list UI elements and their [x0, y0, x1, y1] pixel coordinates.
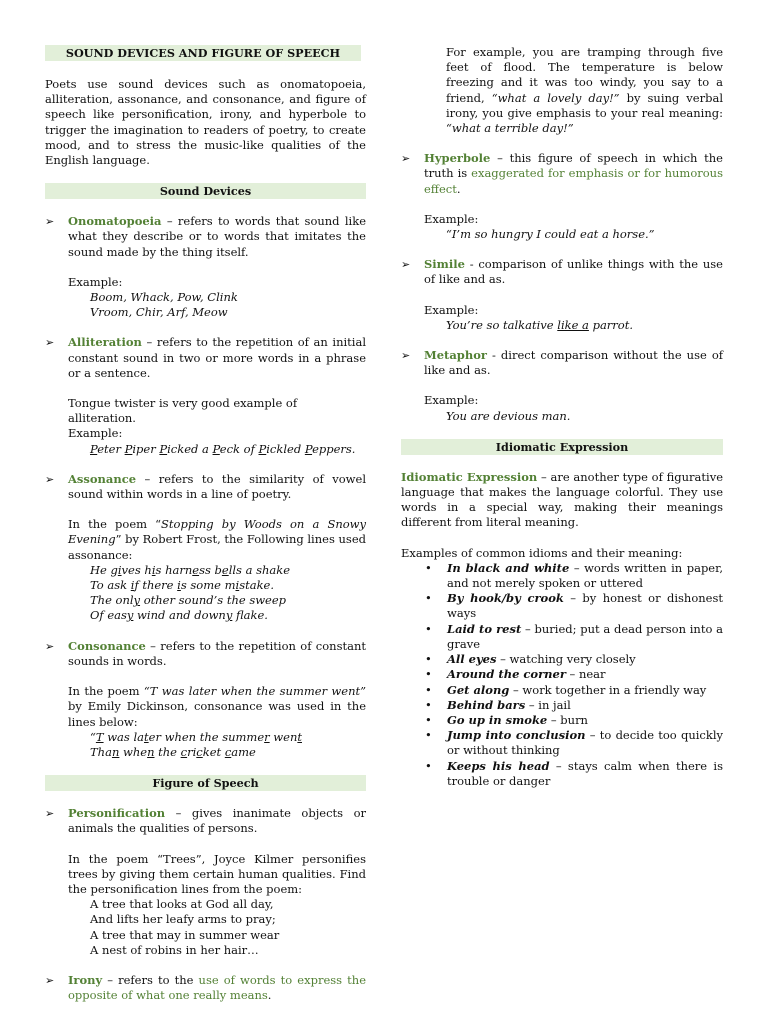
- bullet-dot-icon: •: [425, 621, 432, 636]
- idiomatic-expression-header: Idiomatic Expression: [401, 439, 723, 455]
- idiom-phrase: Around the corner: [447, 667, 566, 682]
- arrow-bullet-icon: ➢: [45, 472, 55, 486]
- idiom-meaning: – burn: [547, 712, 588, 727]
- idiom-phrase: All eyes: [447, 652, 497, 667]
- arrow-bullet-icon: ➢: [401, 258, 411, 272]
- consonance-intro: In the poem “T was later when the summer went” by Emily Dickinson, consonance was used in the lines below:: [68, 684, 366, 729]
- idiom-phrase: Keeps his head: [447, 758, 550, 773]
- idiom-list-item: [425, 712, 723, 728]
- irony-term: Irony: [68, 972, 103, 987]
- intro-paragraph: Poets use sound devices such as onomatopoeia, alliteration, assonance, and consonance, and figure of speech like personification, irony, and hyperbole to trigger the imagination to readers of poetry, to create mood, and to stress the music-like qualities of the English language.: [45, 77, 366, 168]
- personification-definition: – gives inanimate objects or animals the qualities of persons.: [68, 806, 366, 836]
- hyperbole-term: Hyperbole: [424, 151, 491, 166]
- simile-definition: - comparison of unlike things with the use of like and as.: [424, 257, 723, 287]
- idiom-phrase: In black and white: [447, 560, 570, 575]
- example-label: Example:: [424, 393, 479, 408]
- bullet-dot-icon: •: [425, 712, 432, 727]
- sound-devices-header: Sound Devices: [45, 183, 366, 199]
- idiom-list-item: [425, 758, 723, 789]
- main-title: SOUND DEVICES AND FIGURE OF SPEECH: [45, 45, 361, 61]
- idiom-phrase: Jump into conclusion: [447, 728, 586, 743]
- consonance-poem-line: Than when the cricket came: [90, 744, 256, 759]
- idiom-meaning: – to decide too quickly or without thinking: [447, 728, 723, 758]
- idiom-meaning: – near: [565, 667, 606, 682]
- metaphor-example: You are devious man.: [446, 408, 571, 423]
- idiom-list-item: [425, 621, 723, 652]
- bullet-dot-icon: •: [425, 667, 432, 682]
- personification-poem-line: And lifts her leafy arms to pray;: [90, 912, 276, 927]
- arrow-bullet-icon: ➢: [45, 639, 55, 653]
- idiom-list-item: [425, 697, 723, 713]
- idioms-intro: Examples of common idioms and their meaning:: [401, 545, 683, 560]
- personification-poem-line: A tree that may in summer wear: [90, 927, 280, 942]
- simile-example: You’re so talkative like a parrot.: [446, 317, 633, 332]
- alliteration-note: Tongue twister is very good example of alliteration.: [68, 396, 298, 426]
- assonance-poem-line: The only other sound’s the sweep: [90, 593, 287, 608]
- personification-term: Personification: [68, 806, 166, 821]
- example-label: Example:: [424, 211, 479, 226]
- idiom-list-item: [425, 667, 723, 682]
- assonance-term: Assonance: [68, 471, 137, 486]
- idiom-meaning: – stays calm when there is trouble or danger: [447, 758, 723, 788]
- alliteration-item: [45, 335, 366, 381]
- simile-item: [401, 257, 723, 287]
- left-column: [45, 0, 366, 1003]
- idiom-list-item: [425, 591, 723, 621]
- personification-item: [45, 806, 366, 836]
- consonance-item: [45, 639, 366, 669]
- alliteration-term: Alliteration: [68, 335, 142, 350]
- alliteration-example: Peter Piper Picked a Peck of Pickled Peppers.: [90, 441, 356, 456]
- idiom-list-item: [425, 652, 723, 667]
- assonance-poem-line: Of easy wind and downy flake.: [90, 608, 268, 623]
- irony-definition-highlight: use of words to express the opposite of what one really means: [68, 972, 366, 1003]
- idiom-meaning: – words written in paper, and not merely spoken or uttered: [447, 560, 724, 591]
- idiomatic-definition-paragraph: Idiomatic Expression – are another type of figurative language that makes the language colorful. They use words in a special way, making their meanings different from literal meaning.: [401, 469, 724, 530]
- bullet-dot-icon: •: [425, 652, 432, 667]
- metaphor-term: Metaphor: [424, 348, 487, 363]
- right-column: [401, 0, 723, 789]
- idiomatic-term: Idiomatic Expression: [401, 469, 538, 484]
- arrow-bullet-icon: ➢: [45, 215, 55, 229]
- personification-poem-line: A tree that looks at God all day,: [90, 897, 274, 912]
- assonance-definition: – refers to the similarity of vowel sound within words in a line of poetry.: [68, 471, 366, 502]
- idiom-meaning: – buried; put a dead person into a grave: [447, 621, 723, 651]
- consonance-term: Consonance: [68, 638, 146, 653]
- example-label: Example:: [424, 302, 479, 317]
- arrow-bullet-icon: ➢: [45, 336, 55, 350]
- onomatopoeia-definition: – refers to words that sound like what they describe or to words that imitates the sound made by the thing itself.: [68, 214, 366, 259]
- example-label: Example:: [68, 274, 123, 289]
- idiom-list: [401, 561, 723, 789]
- hyperbole-definition-highlight: exaggerated for emphasis or for humorous effect: [424, 166, 723, 196]
- idiom-meaning: – in jail: [525, 697, 571, 712]
- hyperbole-example: “I’m so hungry I could eat a horse.”: [446, 227, 655, 242]
- hyperbole-item: ➢ Hyperbole – this figure of speech in which the truth is exaggerated for emphasis or for humorous effect.: [401, 151, 723, 196]
- idiom-list-item: [425, 682, 723, 698]
- idiom-meaning: – watching very closely: [496, 652, 636, 667]
- simile-term: Simile: [424, 257, 465, 272]
- onomatopoeia-term: Onomatopoeia: [68, 214, 162, 229]
- assonance-poem-line: He gives his harness bells a shake: [90, 562, 291, 577]
- arrow-bullet-icon: ➢: [401, 349, 411, 363]
- consonance-definition: – refers to the repetition of constant sounds in words.: [68, 638, 366, 668]
- idiom-list-item: [425, 728, 723, 758]
- assonance-intro: In the poem “Stopping by Woods on a Snowy Evening” by Robert Frost, the Following lines used assonance:: [68, 517, 366, 562]
- onomatopoeia-example-line: Vroom, Chir, Arf, Meow: [90, 305, 228, 320]
- bullet-dot-icon: •: [425, 560, 432, 575]
- onomatopoeia-example-line: Boom, Whack, Pow, Clink: [90, 290, 238, 305]
- arrow-bullet-icon: ➢: [401, 152, 411, 166]
- irony-example-paragraph: For example, you are tramping through five feet of flood. The temperature is below freezing and it was too windy, you say to a friend, “what a lovely day!” by suing verbal irony, you give emphasis to your real meaning: “what a terrible day!”: [446, 45, 723, 136]
- onomatopoeia-item: [45, 214, 366, 260]
- idiom-meaning: – work together in a friendly way: [509, 682, 707, 697]
- bullet-dot-icon: •: [425, 591, 432, 606]
- arrow-bullet-icon: ➢: [45, 973, 55, 987]
- alliteration-definition: – refers to the repetition of an initial constant sound in two or more words in a phrase or a sentence.: [68, 335, 366, 380]
- bullet-dot-icon: •: [425, 682, 432, 697]
- figure-of-speech-header: Figure of Speech: [45, 775, 366, 791]
- personification-intro: In the poem “Trees”, Joyce Kilmer personifies trees by giving them certain human qualities. Find the personification lines from the poem:: [68, 851, 366, 896]
- idiom-phrase: Go up in smoke: [447, 712, 548, 727]
- bullet-dot-icon: •: [425, 758, 432, 773]
- idiom-phrase: Get along: [447, 682, 510, 697]
- arrow-bullet-icon: ➢: [45, 807, 55, 821]
- idiom-meaning: – by honest or dishonest ways: [447, 591, 723, 621]
- example-label: Example:: [68, 426, 123, 441]
- consonance-poem-line: “T was later when the summer went: [90, 729, 302, 744]
- irony-item: ➢ Irony – refers to the use of words to express the opposite of what one really means.: [45, 972, 366, 1003]
- idiom-list-item: [425, 560, 724, 591]
- idiom-phrase: By hook/by crook: [447, 591, 564, 606]
- assonance-poem-line: To ask if there is some mistake.: [90, 578, 274, 593]
- bullet-dot-icon: •: [425, 697, 432, 712]
- personification-poem-line: A nest of robins in her hair…: [90, 942, 259, 957]
- bullet-dot-icon: •: [425, 728, 432, 743]
- metaphor-definition: - direct comparison without the use of like and as.: [424, 348, 723, 378]
- assonance-item: [45, 472, 366, 502]
- idiom-phrase: Laid to rest: [447, 621, 522, 636]
- idiom-phrase: Behind bars: [447, 697, 526, 712]
- metaphor-item: [401, 348, 723, 378]
